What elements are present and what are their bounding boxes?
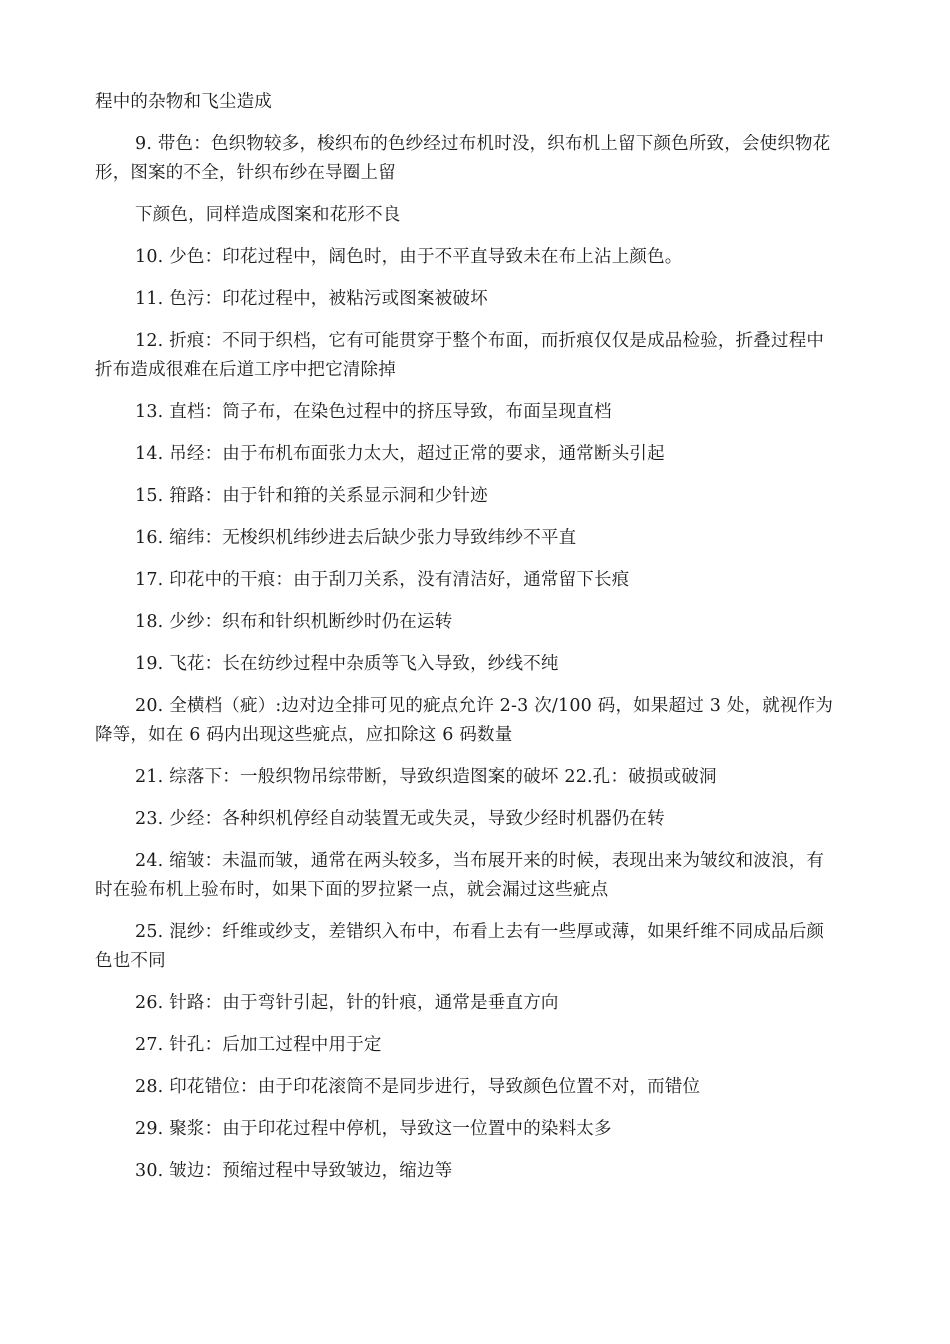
paragraph-1: 程中的杂物和飞尘造成	[95, 92, 272, 112]
paragraph-4: 10. 少色：印花过程中，阔色时，由于不平直导致未在布上沾上颜色。	[135, 247, 683, 267]
paragraph-18: 25. 混纱：纤维或纱支，差错织入布中，布看上去有一些厚或薄，如果纤维不同成品后颜色也不同	[95, 922, 825, 971]
paragraph-10: 16. 缩纬：无梭织机纬纱进去后缺少张力导致纬纱不平直	[135, 528, 577, 548]
paragraph-23: 30. 皱边：预缩过程中导致皱边，缩边等	[135, 1161, 453, 1181]
paragraph-17: 24. 缩皱：未温而皱，通常在两头较多，当布展开来的时候，表现出来为皱纹和波浪，有时在验布机上验布时，如果下面的罗拉紧一点，就会漏过这些疵点	[95, 851, 825, 900]
paragraph-12: 18. 少纱：织布和针织机断纱时仍在运转	[135, 612, 453, 632]
paragraph-8: 14. 吊经：由于布机布面张力太大，超过正常的要求，通常断头引起	[135, 444, 665, 464]
paragraph-3: 下颜色，同样造成图案和花形不良	[135, 205, 401, 225]
paragraph-7: 13. 直档：筒子布，在染色过程中的挤压导致，布面呈现直档	[135, 402, 612, 422]
paragraph-15: 21. 综落下：一般织物吊综带断，导致织造图案的破坏 22.孔：破损或破洞	[135, 767, 717, 787]
paragraph-5: 11. 色污：印花过程中，被粘污或图案被破坏	[135, 289, 488, 309]
paragraph-6: 12. 折痕：不同于织档，它有可能贯穿于整个布面，而折痕仅仅是成品检验，折叠过程中折布造成很难在后道工序中把它清除掉	[95, 331, 825, 380]
document-body	[95, 88, 835, 1199]
paragraph-16: 23. 少经：各种织机停经自动装置无或失灵，导致少经时机器仍在转	[135, 809, 665, 829]
paragraph-9: 15. 箝路：由于针和箝的关系显示洞和少针迹	[135, 486, 488, 506]
paragraph-2: 9. 带色：色织物较多，梭织布的色纱经过布机时没，织布机上留下颜色所致，会使织物花形，图案的不全，针织布纱在导圈上留	[95, 134, 831, 183]
paragraph-21: 28. 印花错位：由于印花滚筒不是同步进行，导致颜色位置不对，而错位	[135, 1077, 701, 1097]
paragraph-20: 27. 针孔：后加工过程中用于定	[135, 1035, 382, 1055]
paragraph-14: 20. 全横档（疵）:边对边全排可见的疵点允许 2-3 次/100 码，如果超过 3 处，就视作为降等，如在 6 码内出现这些疵点，应扣除这 6 码数量	[95, 696, 834, 745]
paragraph-13: 19. 飞花：长在纺纱过程中杂质等飞入导致，纱线不纯	[135, 654, 559, 674]
paragraph-19: 26. 针路：由于弯针引起，针的针痕，通常是垂直方向	[135, 993, 559, 1013]
paragraph-22: 29. 聚浆：由于印花过程中停机，导致这一位置中的染料太多	[135, 1119, 612, 1139]
paragraph-11: 17. 印花中的干痕：由于刮刀关系，没有清洁好，通常留下长痕	[135, 570, 630, 590]
